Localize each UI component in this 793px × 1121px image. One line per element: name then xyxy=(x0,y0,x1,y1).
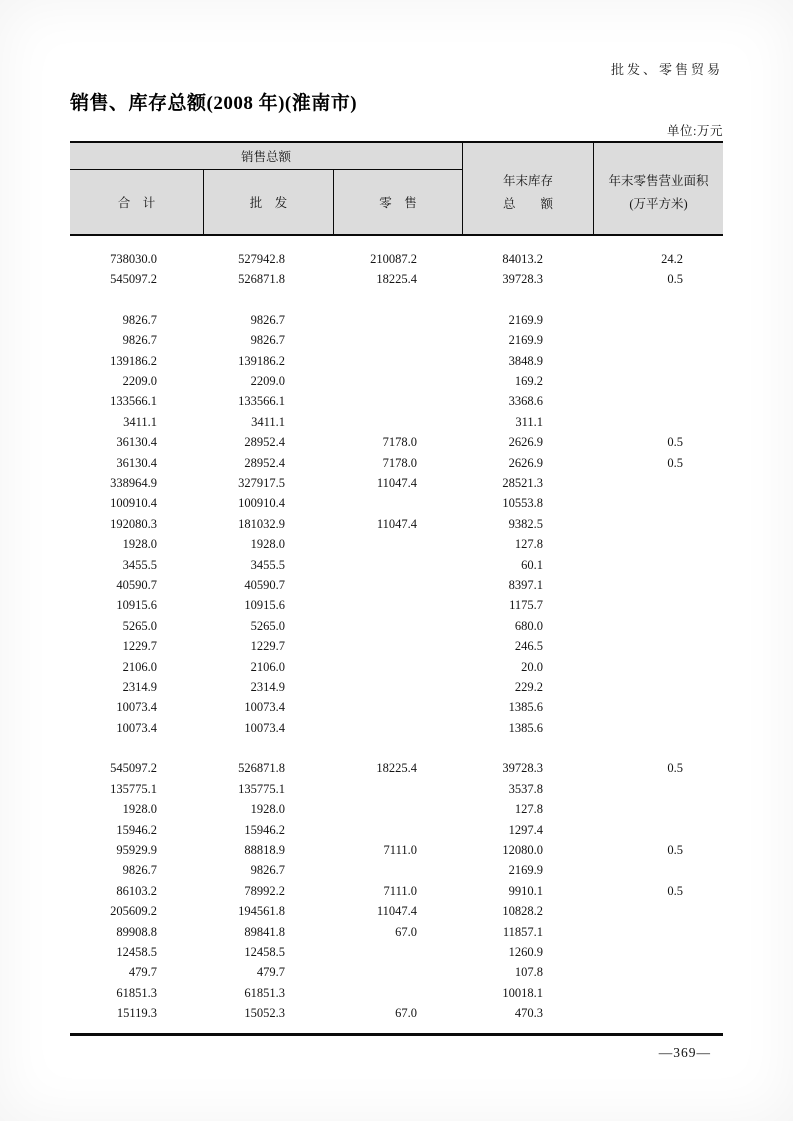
table-row xyxy=(70,433,723,453)
cell: 545097.2 xyxy=(110,272,157,287)
table-row xyxy=(70,412,723,432)
cell: 3455.5 xyxy=(250,557,285,572)
cell: 246.5 xyxy=(514,639,543,654)
table-row xyxy=(70,494,723,514)
cell: 3368.6 xyxy=(508,394,543,409)
cell: 127.8 xyxy=(514,537,543,552)
cell: 15119.3 xyxy=(116,1006,157,1021)
cell: 9826.7 xyxy=(122,333,157,348)
cell: 133566.1 xyxy=(110,394,157,409)
cell: 479.7 xyxy=(256,965,285,980)
cell: 327917.5 xyxy=(238,475,285,490)
cell: 78992.2 xyxy=(244,883,285,898)
table-row xyxy=(70,473,723,493)
cell: 1928.0 xyxy=(250,802,285,817)
cell: 192080.3 xyxy=(110,516,157,531)
table-row xyxy=(70,555,723,575)
table-row xyxy=(70,759,723,779)
cell: 5265.0 xyxy=(122,618,157,633)
cell: 210087.2 xyxy=(370,251,417,266)
table-row xyxy=(70,269,723,289)
cell: 470.3 xyxy=(514,1006,543,1021)
cell: 40590.7 xyxy=(244,577,285,592)
cell: 1385.6 xyxy=(508,720,543,735)
cell: 67.0 xyxy=(395,1006,417,1021)
cell: 9826.7 xyxy=(122,312,157,327)
cell: 2626.9 xyxy=(508,455,543,470)
table-row xyxy=(70,983,723,1003)
cell: 7178.0 xyxy=(382,455,417,470)
cell: 107.8 xyxy=(514,965,543,980)
cell: 28952.4 xyxy=(244,455,285,470)
cell: 89841.8 xyxy=(244,924,285,939)
cell: 11857.1 xyxy=(502,924,543,939)
cell: 0.5 xyxy=(667,435,683,450)
table-row xyxy=(70,616,723,636)
header-col-retail: 零 售 xyxy=(333,170,462,234)
cell: 1229.7 xyxy=(122,639,157,654)
cell: 95929.9 xyxy=(116,843,157,858)
cell: 10073.4 xyxy=(244,720,285,735)
cell: 3848.9 xyxy=(508,353,543,368)
table-row xyxy=(70,371,723,391)
table-row xyxy=(70,820,723,840)
cell: 12458.5 xyxy=(116,944,157,959)
cell: 89908.8 xyxy=(116,924,157,939)
cell: 0.5 xyxy=(667,272,683,287)
table-row xyxy=(70,596,723,616)
cell: 2314.9 xyxy=(250,679,285,694)
cell: 10828.2 xyxy=(502,904,543,919)
header-col-retail-area xyxy=(593,143,723,234)
header-col-inventory-line1: 年末库存 xyxy=(502,173,553,188)
cell: 9826.7 xyxy=(250,863,285,878)
cell: 24.2 xyxy=(661,251,683,266)
cell: 9910.1 xyxy=(508,883,543,898)
cell: 40590.7 xyxy=(116,577,157,592)
cell: 338964.9 xyxy=(110,475,157,490)
category-header: 批发、零售贸易 xyxy=(610,62,723,77)
cell: 9826.7 xyxy=(122,863,157,878)
table-row xyxy=(70,800,723,820)
cell: 9826.7 xyxy=(250,333,285,348)
cell: 11047.4 xyxy=(376,904,417,919)
cell: 133566.1 xyxy=(238,394,285,409)
cell: 2106.0 xyxy=(122,659,157,674)
cell: 100910.4 xyxy=(110,496,157,511)
cell: 2314.9 xyxy=(122,679,157,694)
cell: 1175.7 xyxy=(509,598,543,613)
header-col-retail-area-line1: 年末零售营业面积 xyxy=(608,173,709,188)
table-row xyxy=(70,453,723,473)
header-col-total: 合 计 xyxy=(117,196,156,210)
cell: 7178.0 xyxy=(382,435,417,450)
cell: 10073.4 xyxy=(116,720,157,735)
cell: 3455.5 xyxy=(122,557,157,572)
table-row xyxy=(70,310,723,330)
cell: 39728.3 xyxy=(502,761,543,776)
cell: 2626.9 xyxy=(508,435,543,450)
table-row xyxy=(70,351,723,371)
table-row xyxy=(70,942,723,962)
table-body xyxy=(70,236,723,1036)
cell: 526871.8 xyxy=(238,761,285,776)
page-number: —369— xyxy=(658,1045,711,1060)
table-row xyxy=(70,249,723,269)
table-row xyxy=(70,779,723,799)
cell: 61851.3 xyxy=(244,985,285,1000)
cell: 28521.3 xyxy=(502,475,543,490)
cell: 680.0 xyxy=(514,618,543,633)
table-row xyxy=(70,534,723,554)
cell: 169.2 xyxy=(514,374,543,389)
cell: 2106.0 xyxy=(250,659,285,674)
table-row xyxy=(70,657,723,677)
cell: 0.5 xyxy=(667,455,683,470)
cell: 181032.9 xyxy=(238,516,285,531)
cell: 2209.0 xyxy=(122,374,157,389)
cell: 36130.4 xyxy=(116,455,157,470)
cell: 1928.0 xyxy=(250,537,285,552)
cell: 0.5 xyxy=(667,883,683,898)
table-row xyxy=(70,1003,723,1023)
cell: 1229.7 xyxy=(250,639,285,654)
cell: 10073.4 xyxy=(244,700,285,715)
table-row xyxy=(70,840,723,860)
cell: 20.0 xyxy=(521,659,543,674)
statistics-table xyxy=(70,141,723,1036)
cell: 1297.4 xyxy=(508,822,543,837)
cell: 9826.7 xyxy=(250,312,285,327)
cell: 39728.3 xyxy=(502,272,543,287)
cell: 12458.5 xyxy=(244,944,285,959)
cell: 1385.6 xyxy=(508,700,543,715)
cell: 1928.0 xyxy=(122,802,157,817)
cell: 2209.0 xyxy=(250,374,285,389)
cell: 10915.6 xyxy=(244,598,285,613)
cell: 3411.1 xyxy=(251,414,285,429)
cell: 60.1 xyxy=(521,557,543,572)
cell: 0.5 xyxy=(667,843,683,858)
cell: 2169.9 xyxy=(508,312,543,327)
table-row xyxy=(70,698,723,718)
table-row xyxy=(70,902,723,922)
table-row xyxy=(70,738,723,758)
cell: 10073.4 xyxy=(116,700,157,715)
cell: 135775.1 xyxy=(110,781,157,796)
page-title: 销售、库存总额(2008 年)(淮南市) xyxy=(70,93,358,114)
table-row xyxy=(70,922,723,942)
cell: 18225.4 xyxy=(376,761,417,776)
cell: 738030.0 xyxy=(110,251,157,266)
table-row xyxy=(70,861,723,881)
table-row xyxy=(70,963,723,983)
cell: 67.0 xyxy=(395,924,417,939)
cell: 100910.4 xyxy=(238,496,285,511)
table-row xyxy=(70,392,723,412)
table-row xyxy=(70,718,723,738)
cell: 135775.1 xyxy=(238,781,285,796)
cell: 10018.1 xyxy=(502,985,543,1000)
table-row xyxy=(70,514,723,534)
cell: 7111.0 xyxy=(383,883,417,898)
cell: 18225.4 xyxy=(376,272,417,287)
cell: 526871.8 xyxy=(238,272,285,287)
cell: 194561.8 xyxy=(238,904,285,919)
table-row xyxy=(70,575,723,595)
cell: 127.8 xyxy=(514,802,543,817)
header-col-wholesale: 批 发 xyxy=(203,170,333,234)
cell: 86103.2 xyxy=(116,883,157,898)
table-row xyxy=(70,636,723,656)
cell: 28952.4 xyxy=(244,435,285,450)
cell: 229.2 xyxy=(514,679,543,694)
cell: 15052.3 xyxy=(244,1006,285,1021)
cell: 527942.8 xyxy=(238,251,285,266)
cell: 15946.2 xyxy=(244,822,285,837)
cell: 205609.2 xyxy=(110,904,157,919)
cell: 36130.4 xyxy=(116,435,157,450)
cell: 479.7 xyxy=(128,965,157,980)
cell: 139186.2 xyxy=(238,353,285,368)
table-row xyxy=(70,290,723,310)
header-col-inventory xyxy=(462,143,593,234)
cell: 0.5 xyxy=(667,761,683,776)
table-header xyxy=(70,141,723,236)
cell: 1260.9 xyxy=(508,944,543,959)
header-col-inventory-line2: 总 额 xyxy=(502,196,553,211)
cell: 2169.9 xyxy=(508,333,543,348)
cell: 12080.0 xyxy=(502,843,543,858)
cell: 311.1 xyxy=(515,414,543,429)
cell: 9382.5 xyxy=(508,516,543,531)
table-row xyxy=(70,677,723,697)
header-sales-total-group: 销售总额 xyxy=(70,143,462,170)
cell: 3537.8 xyxy=(508,781,543,796)
table-row xyxy=(70,331,723,351)
cell: 1928.0 xyxy=(122,537,157,552)
unit-label: 单位:万元 xyxy=(667,124,723,138)
cell: 5265.0 xyxy=(250,618,285,633)
cell: 10553.8 xyxy=(502,496,543,511)
cell: 10915.6 xyxy=(116,598,157,613)
cell: 2169.9 xyxy=(508,863,543,878)
cell: 88818.9 xyxy=(244,843,285,858)
cell: 545097.2 xyxy=(110,761,157,776)
cell: 8397.1 xyxy=(508,577,543,592)
cell: 11047.4 xyxy=(376,516,417,531)
cell: 61851.3 xyxy=(116,985,157,1000)
cell: 11047.4 xyxy=(376,475,417,490)
cell: 15946.2 xyxy=(116,822,157,837)
cell: 139186.2 xyxy=(110,353,157,368)
cell: 3411.1 xyxy=(123,414,157,429)
cell: 84013.2 xyxy=(502,251,543,266)
table-row xyxy=(70,881,723,901)
cell: 7111.0 xyxy=(383,843,417,858)
header-col-retail-area-line2: (万平方米) xyxy=(629,196,688,211)
